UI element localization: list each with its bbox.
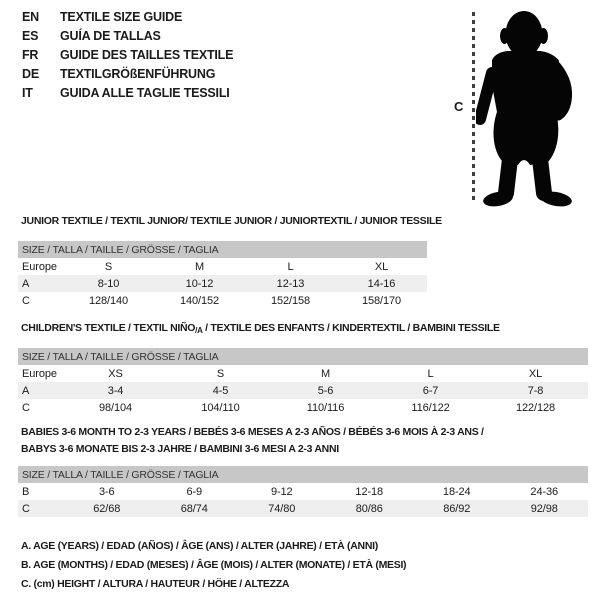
babies-size-table [18, 466, 588, 517]
table-cell: 158/170 [361, 294, 402, 307]
legend-line-a: A. AGE (YEARS) / EDAD (AÑOS) / ÂGE (ANS) / ALTER (JAHRE) / ETÀ (ANNI) [21, 540, 378, 552]
table-cell: 10-12 [154, 275, 245, 292]
table-cell: 110/116 [306, 401, 345, 414]
table-cell: XS [108, 367, 123, 380]
language-title: GUIDE DES TAILLES TEXTILE [60, 48, 234, 62]
table-cell: 80/86 [326, 500, 414, 517]
legend-line-b: B. AGE (MONTHS) / EDAD (MESES) / ÂGE (MOIS) / ALTER (MONATE) / ETÀ (MESI) [21, 559, 407, 571]
children-title-sub: /A [195, 326, 203, 335]
language-title: GUÍA DE TALLAS [60, 29, 161, 43]
table-cell: 12-13 [245, 275, 336, 292]
height-dashed-line [472, 12, 475, 204]
table-cell: L [287, 260, 294, 273]
table-cell: XL [528, 367, 543, 380]
table-row [18, 365, 588, 382]
size-header-bar: SIZE / TALLA / TAILLE / GRÖSSE / TAGLIA [18, 348, 588, 365]
children-section-title [21, 322, 500, 335]
table-cell: 104/110 [201, 401, 240, 414]
table-cell: 128/140 [88, 294, 129, 307]
language-row-it [22, 84, 233, 103]
children-size-table [18, 348, 588, 416]
children-title-post: / TEXTILE DES ENFANTS / KINDERTEXTIL / BAMBINI TESSILE [202, 322, 500, 334]
row-label: B [22, 485, 30, 498]
row-label: C [18, 500, 63, 517]
row-label: Europe [22, 367, 57, 380]
table-cell: 140/152 [179, 294, 220, 307]
table-row [18, 382, 588, 399]
row-label: C [22, 401, 30, 414]
language-title: GUIDA ALLE TAGLIE TESSILI [60, 86, 230, 100]
table-cell: 68/74 [151, 500, 239, 517]
language-title: TEXTILE SIZE GUIDE [60, 10, 183, 24]
language-code: IT [22, 86, 33, 100]
table-cell: M [320, 367, 331, 380]
table-cell: 5-6 [273, 382, 378, 399]
table-row [18, 275, 427, 292]
table-row [18, 500, 588, 517]
table-cell: 152/158 [270, 294, 311, 307]
size-header-row [18, 348, 588, 365]
table-row [18, 258, 427, 275]
size-header-bar: SIZE / TALLA / TAILLE / GRÖSSE / TAGLIA [18, 241, 427, 258]
size-header-row [18, 241, 427, 258]
table-cell: 62/68 [63, 500, 151, 517]
size-header-row [18, 466, 588, 483]
language-row-en [22, 8, 233, 27]
language-code: EN [22, 10, 39, 24]
table-cell: 6-7 [378, 382, 483, 399]
language-code: FR [22, 48, 39, 62]
table-cell: 12-18 [355, 485, 384, 498]
row-label: Europe [22, 260, 57, 273]
legend [21, 537, 406, 594]
language-row-de [22, 65, 233, 84]
children-title-pre: CHILDREN'S TEXTILE / TEXTIL NIÑO [21, 322, 196, 334]
table-cell: 9-12 [270, 485, 293, 498]
junior-section-title: JUNIOR TEXTILE / TEXTIL JUNIOR/ TEXTILE JUNIOR / JUNIORTEXTIL / JUNIOR TESSILE [21, 215, 442, 227]
row-label: C [22, 294, 30, 307]
table-cell: S [104, 260, 113, 273]
table-cell: 14-16 [336, 275, 427, 292]
table-cell: 3-6 [98, 485, 115, 498]
row-label: A [18, 382, 63, 399]
language-list [22, 8, 233, 103]
table-cell: 18-24 [442, 485, 471, 498]
language-row-fr [22, 46, 233, 65]
table-row [18, 483, 588, 500]
table-row [18, 292, 427, 309]
table-cell: 3-4 [63, 382, 168, 399]
legend-line-c: C. (cm) HEIGHT / ALTURA / HAUTEUR / HÖHE / ALTEZZA [21, 578, 290, 590]
language-code: ES [22, 29, 39, 43]
table-cell: 7-8 [483, 382, 588, 399]
babies-section-title [21, 424, 581, 458]
table-cell: 92/98 [501, 500, 589, 517]
table-cell: M [194, 260, 205, 273]
table-cell: 24-36 [530, 485, 559, 498]
table-cell: S [216, 367, 225, 380]
table-cell: L [427, 367, 434, 380]
table-cell: 74/80 [238, 500, 326, 517]
height-measure-label: C [454, 99, 464, 114]
language-row-es [22, 27, 233, 46]
size-header-bar: SIZE / TALLA / TAILLE / GRÖSSE / TAGLIA [18, 466, 588, 483]
table-cell: 98/104 [98, 401, 133, 414]
table-cell: 116/122 [411, 401, 450, 414]
language-code: DE [22, 67, 39, 81]
babies-title-line2: BABYS 3-6 MONATE BIS 2-3 JAHRE / BAMBINI 3-6 MESI A 2-3 ANNI [21, 443, 339, 455]
table-row [18, 399, 588, 416]
table-cell: 8-10 [63, 275, 154, 292]
table-cell: 6-9 [186, 485, 203, 498]
language-title: TEXTILGRÖßENFÜHRUNG [60, 67, 216, 81]
junior-size-table [18, 241, 427, 309]
table-cell: 4-5 [168, 382, 273, 399]
table-cell: 86/92 [413, 500, 501, 517]
table-cell: XL [374, 260, 389, 273]
babies-title-line1: BABIES 3-6 MONTH TO 2-3 YEARS / BEBÉS 3-6 MESES A 2-3 AÑOS / BÉBÉS 3-6 MOIS À 2-3 ANS / [21, 426, 484, 438]
row-label: A [18, 275, 63, 292]
table-cell: 122/128 [515, 401, 556, 414]
toddler-silhouette-icon [476, 9, 580, 209]
